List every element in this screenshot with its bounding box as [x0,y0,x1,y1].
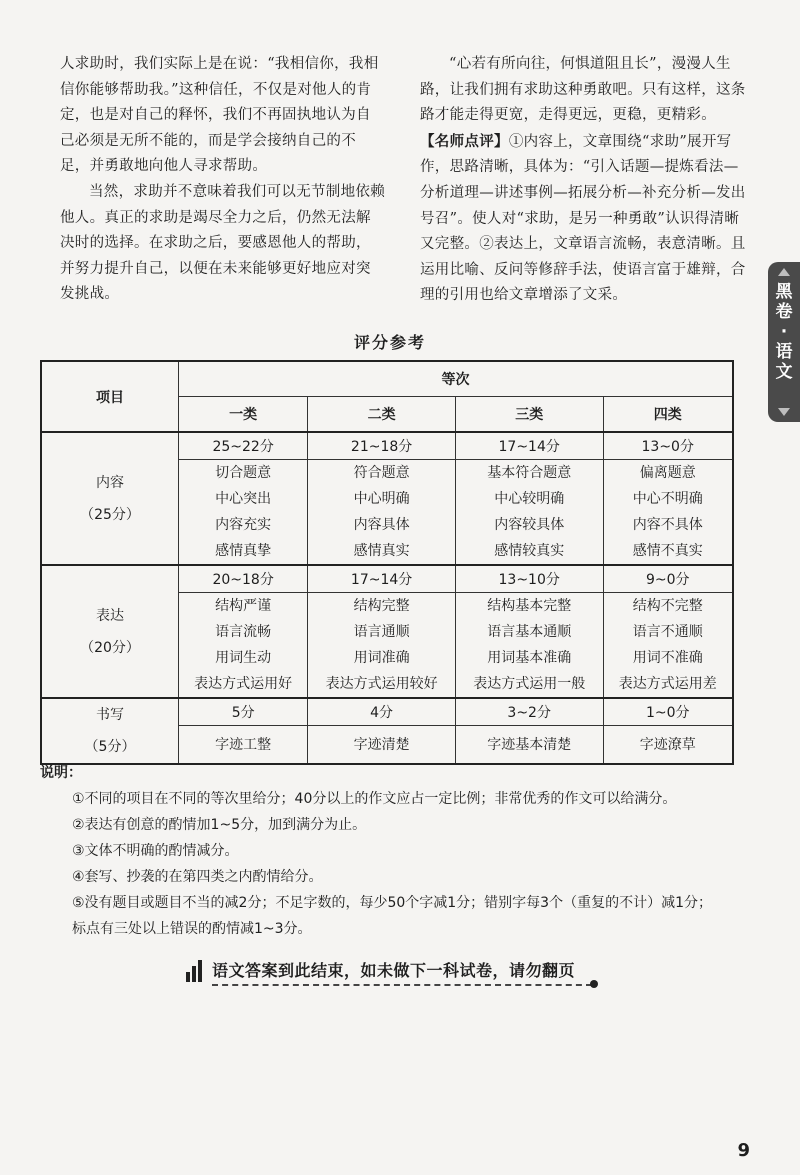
criterion-text: 结构严谨 [215,598,272,614]
note-item: ③文体不明确的酌情减分。 [72,843,239,859]
score-range-cell: 4分 [308,698,456,726]
header-item: 项目 [41,361,179,432]
criteria-cell [603,593,733,699]
end-of-answers-banner [186,958,606,992]
page-number: 9 [737,1140,750,1161]
criteria-cell [455,593,603,699]
teacher-comment [420,129,748,309]
score-range-cell: 5分 [179,698,308,726]
criterion-text: 偏离题意 [639,465,696,481]
category-cell [41,698,179,764]
criteria-cell [179,593,308,699]
criterion-text: 符合题意 [353,465,410,481]
criterion-text: 用词生动 [215,650,272,666]
header-grade-level: 一类 [179,397,308,433]
criterion-text: 字迹基本清楚 [487,736,572,753]
essay-closing-paragraph: “心若有所向往，何惧道阻且长”，漫漫人生路，让我们拥有求助这种勇敢吧。只有这样，这条路才能走得更宽，走得更远，更稳，更精彩。 [420,56,746,124]
left-essay-column [60,52,385,308]
score-range-cell: 13~0分 [603,432,733,460]
score-range-cell: 13~10分 [455,565,603,593]
criterion-text: 内容较具体 [494,517,565,533]
score-range-cell: 25~22分 [179,432,308,460]
side-tab-label-1: 黑卷 [775,282,793,322]
right-essay-column [420,52,748,309]
category-cell [41,432,179,565]
criterion-text: 内容充实 [215,517,272,533]
score-range-cell: 17~14分 [308,565,456,593]
criteria-cell [455,460,603,566]
criteria-cell [179,726,308,765]
criterion-text: 语言流畅 [215,624,272,640]
notes-section [40,760,760,942]
score-range-cell: 21~18分 [308,432,456,460]
category-name: 内容 [96,474,124,491]
header-grade-level: 四类 [603,397,733,433]
criterion-text: 感情真挚 [215,543,272,559]
criteria-cell [603,726,733,765]
category-points: （5分） [84,739,136,755]
note-item: ④套写、抄袭的在第四类之内酌情给分。 [72,869,323,885]
criterion-text: 字迹工整 [215,736,272,753]
criterion-text: 切合题意 [215,465,272,481]
category-cell [41,565,179,698]
criterion-text: 感情真实 [353,543,410,559]
score-range-cell: 9~0分 [603,565,733,593]
note-item: 标点有三处以上错误的酌情减1~3分。 [72,921,312,937]
criterion-text: 用词准确 [353,650,410,666]
essay-paragraph: 当然，求助并不意味着我们可以无节制地依赖他人。真正的求助是竭尽全力之后，仍然无法解决时的选择。在求助之后，要感恩他人的帮助，并努力提升自己，以便在未来能够更好地应对突发挑战。 [60,183,385,303]
score-range-cell: 20~18分 [179,565,308,593]
criterion-text: 表达方式运用好 [194,676,293,692]
criterion-text: 用词基本准确 [487,650,572,666]
teacher-comment-tag: 【名师点评】 [420,132,509,150]
essay-paragraph: 人求助时，我们实际上是在说：“我相信你，我相信你能够帮助我。”这种信任，不仅是对他人的肯定，也是对自己的释怀，我们不再固执地认为自己必须是无所不能的，而是学会接纳自己的不足，并勇敢地向他人寻求帮助。 [60,56,379,175]
score-range-cell: 1~0分 [603,698,733,726]
scoring-table-title: 评分参考 [353,333,426,352]
bar-chart-icon [186,960,206,982]
criteria-cell [308,593,456,699]
side-tab-label-2: 语文 [775,342,793,382]
criterion-text: 表达方式运用较好 [325,676,438,692]
criterion-text: 中心突出 [215,491,272,507]
criteria-cell [603,460,733,566]
criteria-cell [179,460,308,566]
category-points: （25分） [80,506,140,523]
criterion-text: 结构基本完整 [487,598,572,614]
header-grade-level: 三类 [455,397,603,433]
criterion-text: 内容具体 [353,517,410,533]
scoring-table [40,360,734,765]
score-range-cell: 17~14分 [455,432,603,460]
criteria-cell [308,460,456,566]
arrow-down-icon [778,408,790,416]
criterion-text: 感情较真实 [494,543,565,559]
criterion-text: 中心不明确 [632,491,703,507]
category-name: 书写 [96,707,124,723]
criterion-text: 结构完整 [353,598,410,614]
criterion-text: 用词不准确 [632,650,703,666]
criterion-text: 字迹清楚 [353,736,410,753]
side-tab-dot: · [780,322,788,342]
note-item: ①不同的项目在不同的等次里给分；40分以上的作文应占一定比例；非常优秀的作文可以给满分。 [72,791,677,807]
header-grade-level: 二类 [308,397,456,433]
criterion-text: 语言通顺 [353,624,410,640]
criterion-text: 表达方式运用差 [618,676,717,692]
header-grade: 等次 [179,361,734,397]
criterion-text: 中心较明确 [494,491,565,507]
note-item: ⑤没有题目或题目不当的减2分；不足字数的，每少50个字减1分；错别字每3个（重复的不计）减1分； [72,895,712,911]
teacher-comment-text: ①内容上，文章围绕“求助”展开写作，思路清晰，具体为：“引入话题—提炼看法—分析道理—讲述事例—拓展分析—补充分析—发出号召”。使人对“求助，是另一种勇敢”认识得清晰又完整。②表达上，文章语言流畅，表意清晰。且运用比喻、反问等修辞手法，使语言富于雄辩，合理的引用也给文章增添了文采。 [420,133,746,304]
criteria-cell [455,726,603,765]
criterion-text: 中心明确 [353,491,410,507]
notes-title: 说明： [40,765,82,781]
dashed-divider [212,984,592,986]
criteria-cell [308,726,456,765]
criterion-text: 语言基本通顺 [487,624,572,640]
category-name: 表达 [96,607,124,624]
criterion-text: 基本符合题意 [487,465,572,481]
score-range-cell: 3~2分 [455,698,603,726]
end-banner-text: 语文答案到此结束，如未做下一科试卷，请勿翻页 [212,961,576,980]
criterion-text: 字迹潦草 [639,736,696,753]
criterion-text: 结构不完整 [632,598,703,614]
criterion-text: 语言不通顺 [632,624,703,640]
dot-icon [590,980,598,988]
category-points: （20分） [80,639,140,656]
arrow-up-icon [778,268,790,276]
criterion-text: 感情不真实 [632,543,703,559]
criterion-text: 内容不具体 [632,517,703,533]
note-item: ②表达有创意的酌情加1~5分，加到满分为止。 [72,817,367,833]
criterion-text: 表达方式运用一般 [473,676,586,692]
